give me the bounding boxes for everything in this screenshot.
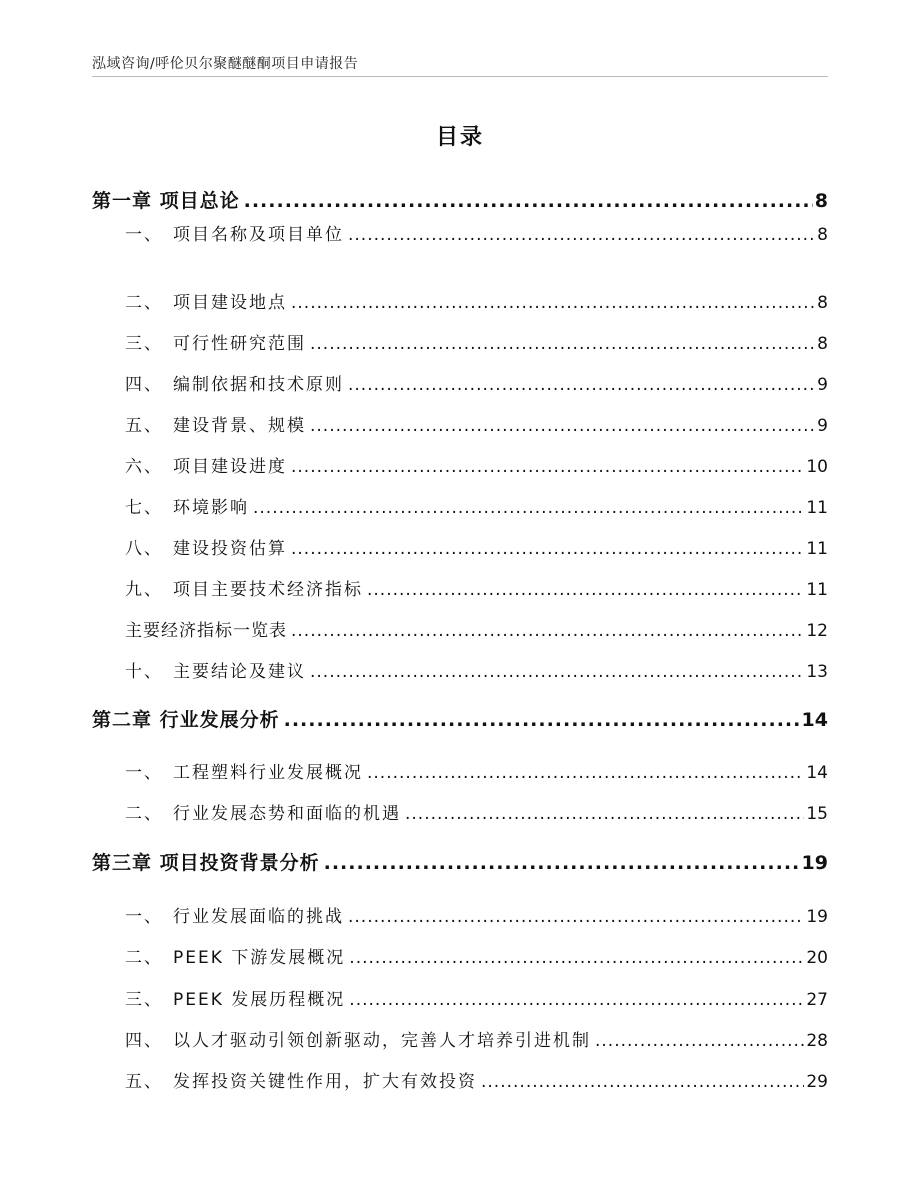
toc-dot-leader [349, 948, 804, 968]
toc-label: 第一章 项目总论 [92, 190, 240, 212]
toc-dot-leader [284, 709, 800, 731]
toc-label: PEEK 发展历程概况 [173, 990, 346, 1010]
toc-label: 可行性研究范围 [173, 334, 306, 354]
toc-section[interactable] [125, 985, 828, 1010]
toc-section[interactable] [125, 758, 828, 783]
toc-section[interactable] [125, 1026, 828, 1051]
toc-section-number: 三、 [125, 990, 163, 1010]
toc-section[interactable] [125, 799, 828, 824]
toc-section[interactable] [125, 902, 828, 927]
toc-section[interactable] [125, 493, 828, 518]
toc-chapter-1[interactable] [92, 186, 828, 213]
toc-dot-leader [310, 416, 815, 436]
toc-dot-leader [367, 580, 804, 600]
toc-label: 发挥投资关键性作用，扩大有效投资 [173, 1072, 477, 1092]
toc-section-number: 一、 [125, 225, 163, 245]
toc-label: 行业发展态势和面临的机遇 [173, 804, 401, 824]
toc-label: 第二章 行业发展分析 [92, 709, 280, 731]
toc-label: 项目主要技术经济指标 [173, 580, 363, 600]
toc-section[interactable] [125, 329, 828, 354]
toc-section[interactable] [125, 943, 828, 968]
toc-label: 主要结论及建议 [173, 662, 306, 682]
toc-page-number: 15 [806, 804, 828, 824]
toc-section-number: 一、 [125, 907, 163, 927]
toc-section[interactable] [125, 575, 828, 600]
toc-dot-leader [244, 190, 813, 212]
toc-label: 环境影响 [173, 498, 249, 518]
toc-label: PEEK 下游发展概况 [173, 948, 346, 968]
toc-page-number: 8 [817, 225, 828, 245]
toc-page-number: 13 [806, 662, 828, 682]
toc-page-number: 11 [806, 539, 828, 559]
toc-section-number: 十、 [125, 662, 163, 682]
toc-label: 第三章 项目投资背景分析 [92, 852, 320, 874]
toc-dot-leader [253, 498, 804, 518]
toc-section-number: 六、 [125, 457, 163, 477]
toc-page-number: 12 [806, 621, 828, 641]
toc-page-number: 29 [806, 1072, 828, 1092]
toc-section[interactable] [125, 411, 828, 436]
toc-page-number: 28 [806, 1031, 828, 1051]
toc-section-number: 五、 [125, 416, 163, 436]
toc-section[interactable] [125, 657, 828, 682]
header-divider [92, 76, 828, 77]
toc-page-number: 19 [806, 907, 828, 927]
toc-section-number: 五、 [125, 1072, 163, 1092]
page-title: 目录 [435, 125, 484, 150]
toc-section-number: 七、 [125, 498, 163, 518]
toc-dot-leader [324, 852, 800, 874]
toc-dot-leader [481, 1072, 804, 1092]
toc-label: 项目名称及项目单位 [173, 225, 344, 245]
toc-dot-leader [405, 804, 804, 824]
toc-chapter-2[interactable] [92, 705, 828, 732]
toc-section-number: 八、 [125, 539, 163, 559]
toc-section[interactable] [125, 534, 828, 559]
toc-chapter-3[interactable] [92, 848, 828, 875]
toc-section[interactable] [125, 452, 828, 477]
toc-page-number: 11 [806, 498, 828, 518]
toc-section-number: 二、 [125, 293, 163, 313]
toc-section-number: 二、 [125, 948, 163, 968]
toc-dot-leader [348, 225, 815, 245]
toc-label: 行业发展面临的挑战 [173, 907, 344, 927]
toc-dot-leader [348, 907, 804, 927]
toc-dot-leader [291, 293, 815, 313]
toc-label: 项目建设地点 [173, 293, 287, 313]
toc-page-number: 9 [817, 416, 828, 436]
toc-dot-leader [349, 990, 804, 1010]
toc-label: 建设投资估算 [173, 539, 287, 559]
toc-section-number: 三、 [125, 334, 163, 354]
toc-section-number: 四、 [125, 1031, 163, 1051]
toc-page-number: 14 [801, 709, 828, 731]
toc-section-number: 一、 [125, 763, 163, 783]
toc-section[interactable] [125, 220, 828, 245]
toc-section[interactable] [125, 1067, 828, 1092]
toc-page-number: 20 [806, 948, 828, 968]
toc-label: 编制依据和技术原则 [173, 375, 344, 395]
toc-dot-leader [310, 334, 815, 354]
toc-dot-leader [348, 375, 815, 395]
toc-section[interactable] [125, 616, 828, 641]
toc-dot-leader [291, 457, 804, 477]
toc-label: 以人才驱动引领创新驱动，完善人才培养引进机制 [173, 1031, 591, 1051]
toc-label: 建设背景、规模 [173, 416, 306, 436]
toc-dot-leader [367, 763, 804, 783]
toc-page-number: 27 [806, 990, 828, 1010]
toc-page-number: 10 [806, 457, 828, 477]
toc-page-number: 8 [817, 293, 828, 313]
toc-dot-leader [291, 621, 804, 641]
toc-dot-leader [310, 662, 804, 682]
toc-section[interactable] [125, 370, 828, 395]
toc-page-number: 9 [817, 375, 828, 395]
toc-page-number: 8 [817, 334, 828, 354]
toc-page-number: 8 [814, 190, 828, 212]
toc-page-number: 14 [806, 763, 828, 783]
toc-dot-leader [595, 1031, 804, 1051]
toc-section-number: 九、 [125, 580, 163, 600]
toc-section-number: 二、 [125, 804, 163, 824]
running-header: 泓域咨询/呼伦贝尔聚醚醚酮项目申请报告 [92, 56, 359, 72]
toc-page-number: 11 [806, 580, 828, 600]
toc-label: 项目建设进度 [173, 457, 287, 477]
toc-label: 主要经济指标一览表 [125, 621, 287, 641]
toc-section-number: 四、 [125, 375, 163, 395]
toc-dot-leader [291, 539, 804, 559]
toc-page-number: 19 [801, 852, 828, 874]
toc-section[interactable] [125, 288, 828, 313]
toc-label: 工程塑料行业发展概况 [173, 763, 363, 783]
